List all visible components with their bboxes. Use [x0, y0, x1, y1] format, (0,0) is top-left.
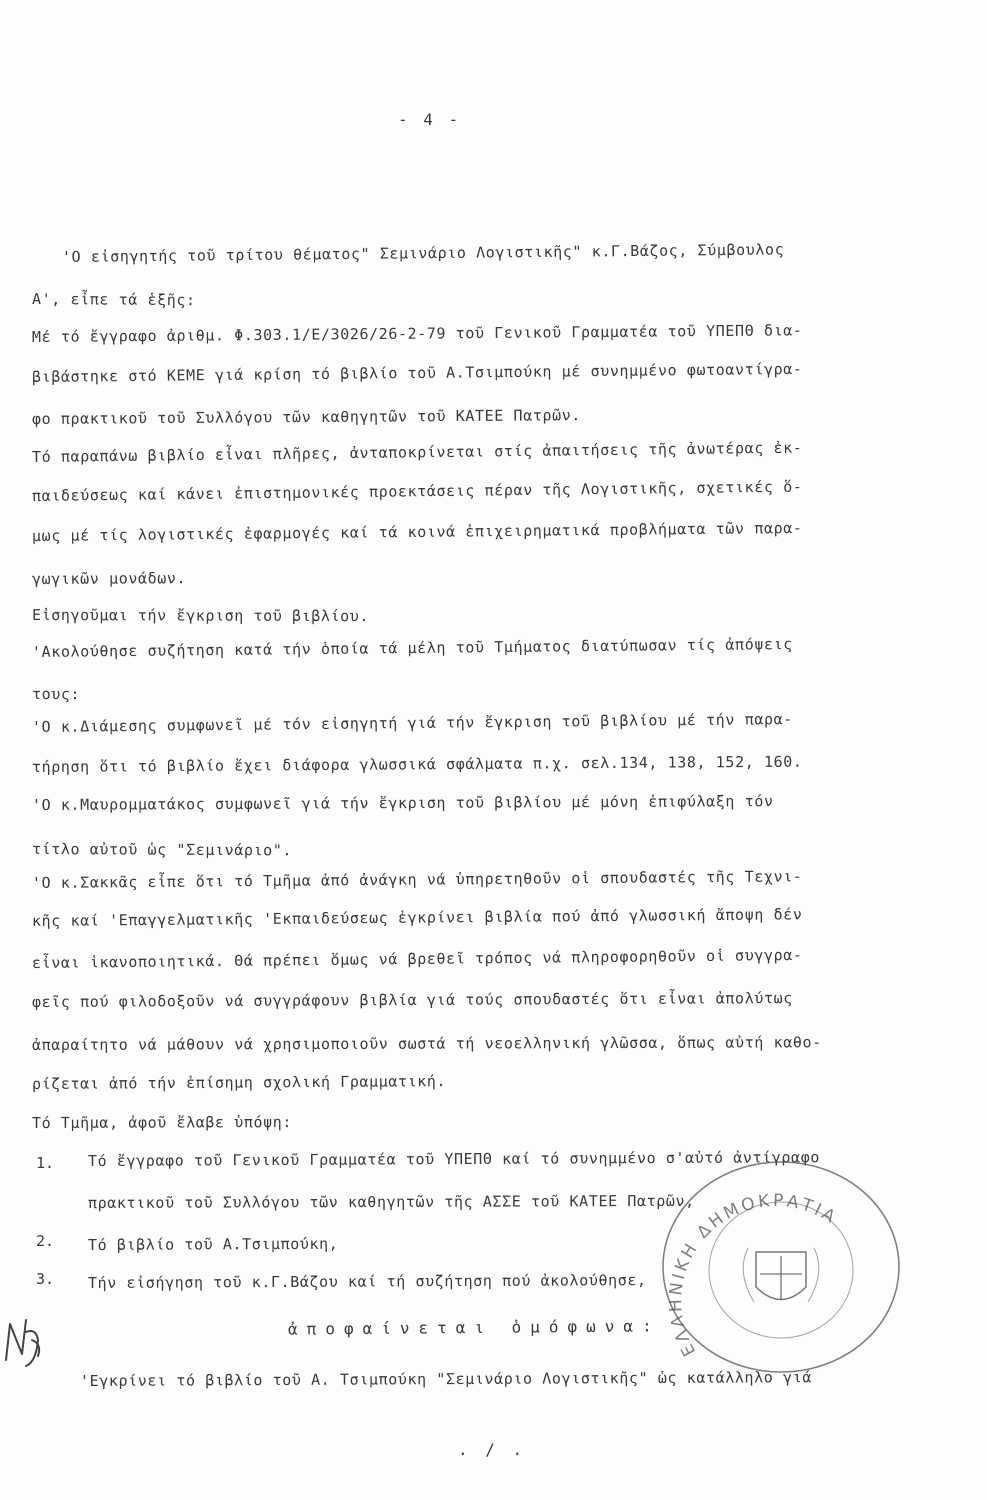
body-line: 'Ο κ.Μαυρομματάκος συμφωνεῖ γιά τήν ἔγκριση τοῦ βιβλίου μέ μόνη ἐπιφύλαξη τόν: [31, 792, 774, 814]
body-line: φο πρακτικοῦ τοῦ Συλλόγου τῶν καθηγητῶν τοῦ ΚΑΤΕΕ Πατρῶν.: [31, 406, 582, 428]
list-number: 3.: [36, 1270, 55, 1288]
body-line: Τό παραπάνω βιβλίο εἶναι πλῆρες, ἀνταποκρίνεται στίς ἀπαιτήσεις τῆς ἀνωτέρας ἐκ-: [31, 438, 803, 466]
body-line: μως μέ τίς λογιστικές ἐφαρμογές καί τά κοινά ἐπιχειρηματικά προβλήματα τῶν παρα-: [31, 518, 803, 545]
body-line: Εἰσηγοῦμαι τήν ἔγκριση τοῦ βιβλίου.: [31, 606, 370, 626]
body-line: φεῖς πού φιλοδοξοῦν νά συγγράφουν βιβλία γιά τούς σπουδαστές ὅτι εἶναι ἀπολύτως: [31, 989, 793, 1011]
list-item-line: πρακτικοῦ τοῦ Συλλόγου τῶν καθηγητῶν τῆς ΑΣΣΕ τοῦ ΚΑΤΕΕ Πατρῶν,: [87, 1191, 695, 1212]
body-line: εἶναι ἱκανοποιητικά. Θά πρέπει ὅμως νά βρεθεῖ τρόπος νά πληροφορηθοῦν οἱ συγγρα-: [31, 945, 803, 972]
svg-text:ΕΛΛΗΝΙΚΗ ΔΗΜΟΚΡΑΤΙΑ: [666, 1191, 841, 1359]
handwritten-initial-icon: [2, 1310, 46, 1370]
body-line: τίτλο αὐτοῦ ὡς "Σεμινάριο".: [31, 840, 293, 860]
continuation-mark: . / .: [458, 1440, 527, 1459]
official-stamp-icon: [636, 1152, 916, 1382]
stamp-text: ΕΛΛΗΝΙΚΗ ΔΗΜΟΚΡΑΤΙΑ: [665, 1190, 841, 1360]
list-item-line: Τήν εἰσήγηση τοῦ κ.Γ.Βάζου καί τή συζήτηση πού ἀκολούθησε,: [87, 1271, 647, 1292]
body-line: 'Ο κ.Σακκᾶς εἶπε ὅτι τό Τμῆμα ἀπό ἀνάγκη νά ὑπηρετηθοῦν οἱ σπουδαστές τῆς Τεχνι-: [31, 867, 803, 892]
body-line: παιδεύσεως καί κάνει ἐπιστημονικές προεκτάσεις πέραν τῆς Λογιστικῆς, σχετικές ὅ-: [31, 477, 803, 505]
list-item-line: Τό ἔγγραφο τοῦ Γενικοῦ Γραμματέα τοῦ ΥΠΕΠΘ καί τό συνημμένο σ'αὐτό ἀντίγραφο: [87, 1148, 820, 1170]
body-line: Μέ τό ἔγγραφο ἀριθμ. Φ.303.1/Ε/3026/26-2-79 τοῦ Γενικοῦ Γραμματέα τοῦ ΥΠΕΠΘ δια-: [31, 321, 803, 346]
list-number: 1.: [36, 1154, 55, 1172]
body-line: κῆς καί 'Επαγγελματικῆς 'Εκπαιδεύσεως ἐγκρίνει βιβλία πού ἀπό γλωσσική ἄποψη δέν: [31, 905, 803, 930]
body-line: Τό Τμῆμα, ἀφοῦ ἔλαβε ὑπόψη:: [31, 1113, 293, 1132]
page-number: - 4 -: [398, 110, 462, 129]
body-line: τήρηση ὅτι τό βιβλίο ἔχει διάφορα γλωσσικά σφάλματα π.χ. σελ.134, 138, 152, 160.: [31, 752, 803, 776]
final-line: 'Εγκρίνει τό βιβλίο τοῦ Α. Τσιμπούκη "Σεμινάριο Λογιστικῆς" ὡς κατάλληλο γιά: [79, 1368, 812, 1390]
list-item-line: Τό βιβλίο τοῦ Α.Τσιμπούκη,: [87, 1234, 339, 1254]
body-line: 'Ο κ.Διάμεσης συμφωνεῖ μέ τόν εἰσηγητή γιά τήν ἔγκριση τοῦ βιβλίου μέ τήν παρα-: [31, 710, 793, 736]
body-line: ρίζεται ἀπό τήν ἐπίσημη σχολική Γραμματική.: [31, 1072, 447, 1093]
body-line: ἀπαραίτητο νά μάθουν νά χρησιμοποιοῦν σωστά τή νεοελληνική γλῶσσα, ὅπως αὐτή καθο-: [31, 1033, 822, 1054]
body-line: 'Ο εἰσηγητής τοῦ τρίτου θέματος" Σεμινάριο Λογιστικῆς" κ.Γ.Βάζος, Σύμβουλος: [61, 240, 785, 266]
body-line: Α', εἶπε τά ἑξῆς:: [31, 290, 196, 310]
body-line: τους:: [31, 685, 81, 704]
body-line: βιβάστηκε στό ΚΕΜΕ γιά κρίση τό βιβλίο τοῦ Α.Τσιμπούκη μέ συνημμένο φωτοαντίγρα-: [31, 359, 803, 386]
decision-heading: ἀποφαίνεται ὁμόφωνα:: [287, 1316, 661, 1339]
body-line: γωγικῶν μονάδων.: [31, 569, 187, 588]
body-line: 'Ακολούθησε συζήτηση κατά τήν ὁποία τά μέλη τοῦ Τμήματος διατύπωσαν τίς ἀπόψεις: [31, 635, 793, 661]
list-number: 2.: [36, 1232, 55, 1250]
